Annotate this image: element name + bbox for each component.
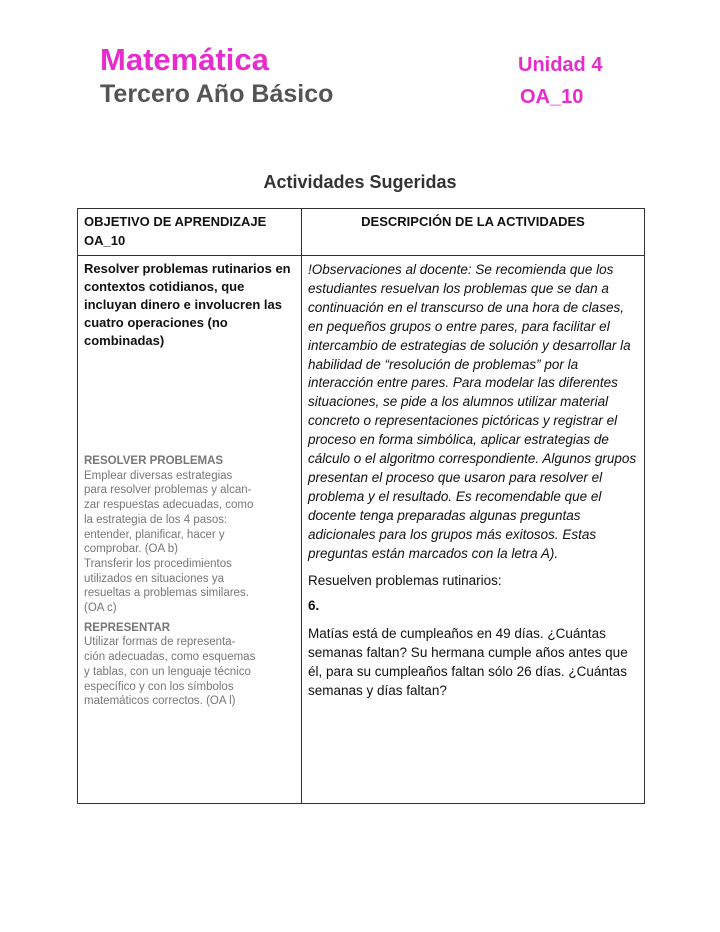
- grade-subtitle: Tercero Año Básico: [100, 80, 334, 108]
- objective-code: OA_10: [520, 86, 584, 108]
- unit-label: Unidad 4: [518, 54, 603, 76]
- table-row: [78, 256, 645, 804]
- description-cell: [302, 256, 645, 804]
- teacher-observations: !Observaciones al docente: Se recomienda que los estudiantes resuelvan los problemas que se dan a continuación en el transcurso de una hora de clases, en pequeños grupos o entre pares, para facilitar el intercambio de estrategias de solución y desarrollar la habilidad de “resolución de problemas” por la interacción entre pares. Para modelar las diferentes situaciones, se pide a los alumnos utilizar material concreto o representaciones pictóricas y registrar el proceso en forma simbólica, aplicar estrategias de cálculo o el algoritmo correspondiente. Algunos grupos presentan el proceso que usaron para resolver el problema y el resultado. Es recomendable que el docente tenga preparadas algunas preguntas adicionales para los grupos más exitosos. Estas preguntas están marcados con la letra A).: [308, 262, 637, 561]
- skill-heading: REPRESENTAR: [84, 621, 171, 634]
- skill-line: Utilizar formas de representa-: [84, 636, 236, 649]
- skill-line: específico y con los símbolos: [84, 680, 234, 693]
- subject-title: Matemática: [100, 42, 269, 77]
- problem-text: Matías está de cumpleaños en 49 días. ¿Cuántas semanas faltan? Su hermana cumple años antes que él, para su cumpleaños faltan sólo 26 días. ¿Cuántas semanas y días faltan?: [308, 626, 628, 699]
- skill-line: ción adecuadas, como esquemas: [84, 651, 256, 664]
- activity-intro: Resuelven problemas rutinarios:: [308, 572, 502, 588]
- skill-line: la estrategia de los 4 pasos:: [84, 513, 228, 526]
- skill-line: (OA c): [84, 602, 117, 615]
- section-title: Actividades Sugeridas: [263, 172, 457, 192]
- skill-line: zar respuestas adecuadas, como: [84, 499, 254, 512]
- skill-line: resueltas a problemas similares.: [84, 587, 249, 600]
- skill-line: Emplear diversas estrategias: [84, 469, 233, 482]
- skill-line: para resolver problemas y alcan-: [84, 484, 252, 497]
- skills-block: [84, 454, 295, 709]
- skill-line: comprobar. (OA b): [84, 543, 178, 556]
- problem-number: 6.: [308, 598, 320, 614]
- table-header-row: [78, 209, 645, 256]
- objective-cell: [78, 256, 302, 804]
- activities-table: [77, 208, 645, 804]
- skill-line: Transferir los procedimientos: [84, 557, 232, 570]
- objective-column-header: OBJETIVO DE APRENDIZAJE OA_10: [78, 209, 302, 256]
- skill-line: utilizados en situaciones ya: [84, 572, 224, 585]
- skill-line: matemáticos correctos. (OA l): [84, 695, 236, 708]
- skill-line: y tablas, con un lenguaje técnico: [84, 665, 251, 678]
- objective-text: Resolver problemas rutinarios en contextos cotidianos, que incluyan dinero e involucren las cuatro operaciones (no combinadas): [84, 261, 291, 348]
- description-column-header: DESCRIPCIÓN DE LA ACTIVIDADES: [302, 209, 645, 256]
- skill-heading: RESOLVER PROBLEMAS: [84, 455, 224, 467]
- skill-line: entender, planificar, hacer y: [84, 528, 225, 541]
